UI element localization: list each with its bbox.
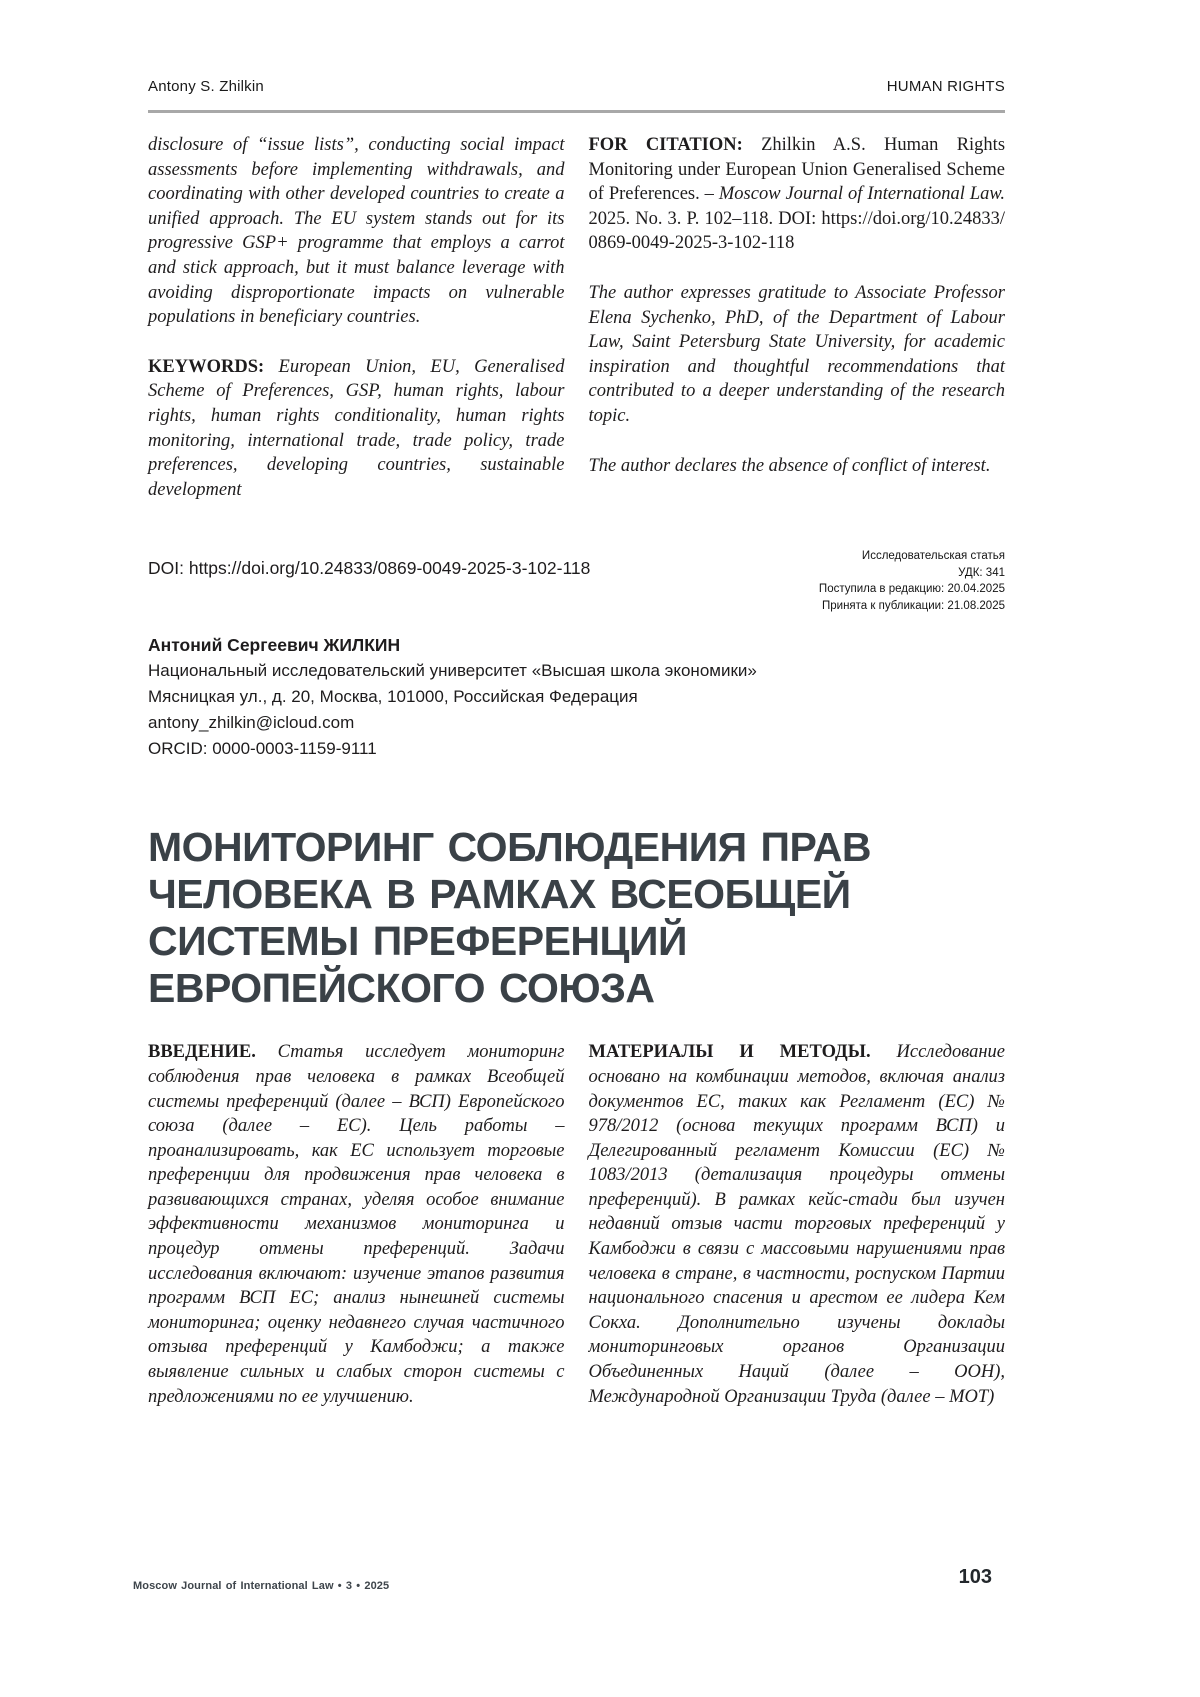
introduction-text: Статья исследует мониторинг соблюдения прав человека в рамках Всеобщей системы преференций (далее – ВСП) Европейского союза (далее – ЕС). Цель работы – проанализировать, как ЕС использует торговые преференции для продвижения прав человека в развивающихся странах, уделяя особое внимание эффективности механизмов мониторинга и процедур отмены преференций. Задачи исследования включают: изучение этапов развития программ ВСП ЕС; анализ нынешней системы мониторинга; оценку недавнего случая частичного отзыва преференций у Камбоджи; а также выявление сильных и слабых сторон системы с предложениями по ее улучшению.	[148, 1042, 565, 1407]
keywords-paragraph	[148, 355, 565, 503]
methods-label: МАТЕРИАЛЫ И МЕТОДЫ.	[588, 1042, 871, 1063]
running-header	[148, 78, 1005, 95]
abstract-right-column	[589, 133, 1006, 502]
footer-journal-line: Moscow Journal of International Law • 3 • 2025	[133, 1580, 390, 1592]
conflict-of-interest-note: The author declares the absence of conflict of interest.	[588, 455, 991, 476]
methods-text: Исследование основано на комбинации методов, включая анализ документов ЕС, таких как Регламент (ЕС) № 978/2012 (основа текущих программ ВСП) и Делегированный регламент Комиссии (ЕС) № 1083/2013 (детализация процедуры отмены преференций). В рамках кейс-стади был изучен недавний отзыв части торговых преференций у Камбоджи в связи с массовыми нарушениями прав человека в стране, в частности, роспуском Партии национального спасения и арестом ее лидера Кем Сокха. Дополнительно изучены доклады мониторинговых органов Организации Объединенных Наций (далее – ООН), Международной Организации Труда (далее – МОТ)	[588, 1042, 1006, 1407]
article-title	[148, 824, 1005, 1012]
article-title-line-2: ЧЕЛОВЕКА В РАМКАХ ВСЕОБЩЕЙ	[148, 871, 851, 918]
citation-text-1: Zhilkin A.S. Human Rights Monitoring under European Union Generalised Scheme of Preferences. –	[588, 135, 1006, 205]
footer-page-number: 103	[958, 1566, 992, 1588]
citation-paragraph	[589, 133, 1006, 256]
introduction-paragraph	[148, 1040, 565, 1409]
article-meta-block	[819, 548, 1005, 614]
article-type: Исследовательская статья	[861, 550, 1005, 563]
author-email[interactable]: antony_zhilkin@icloud.com	[148, 713, 355, 733]
author-name: Антоний Сергеевич ЖИЛКИН	[148, 635, 401, 656]
citation-text-2: 2025. No. 3. P. 102–118. DOI:	[588, 208, 817, 229]
article-title-line-3: СИСТЕМЫ ПРЕФЕРЕНЦИЙ	[148, 918, 687, 965]
author-affiliation: Национальный исследовательский университет «Высшая школа экономики»	[148, 661, 757, 681]
running-header-author: Antony S. Zhilkin	[148, 78, 264, 95]
abstract-columns	[148, 133, 1005, 502]
body-columns	[148, 1040, 1005, 1409]
author-block	[148, 632, 1005, 762]
keywords-label: KEYWORDS:	[148, 356, 265, 377]
abstract-left-column	[148, 133, 565, 502]
article-title-line-1: МОНИТОРИНГ СОБЛЮДЕНИЯ ПРАВ	[148, 824, 871, 871]
citation-doi-link[interactable]: https://doi.org/10.24833/0869-0049-2025-3-102-118	[588, 208, 1006, 254]
doi-meta-row	[148, 548, 1005, 614]
received-date: Поступила в редакцию: 20.04.2025	[818, 583, 1005, 596]
author-address: Мясницкая ул., д. 20, Москва, 101000, Российская Федерация	[148, 687, 638, 707]
author-orcid: ORCID: 0000-0003-1159-9111	[148, 739, 377, 759]
introduction-column	[148, 1040, 565, 1409]
doi-line[interactable]: DOI: https://doi.org/10.24833/0869-0049-2025-3-102-118	[148, 558, 591, 579]
udc-number: УДК: 341	[958, 566, 1005, 579]
running-header-section: HUMAN RIGHTS	[886, 78, 1005, 95]
accepted-date: Принята к публикации: 21.08.2025	[822, 599, 1005, 612]
methods-paragraph	[589, 1040, 1006, 1409]
introduction-label: ВВЕДЕНИЕ.	[148, 1042, 256, 1063]
acknowledgement-paragraph: The author expresses gratitude to Associate Professor Elena Sychenko, PhD, of the Department of Labour Law, Saint Petersburg State University, for academic inspiration and thoughtful recommendations that contributed to a deeper understanding of the research topic.	[588, 282, 1005, 426]
methods-column	[589, 1040, 1006, 1409]
header-rule	[148, 110, 1005, 113]
abstract-paragraph: disclosure of “issue lists”, conducting social impact assessments before implementing withdrawals, and coordinating with other developed countries to create a unified approach. The EU system stands out for its progressive GSP+ programme that employs a carrot and stick approach, but it must balance leverage with avoiding disproportionate impacts on vulnerable populations in beneficiary countries.	[148, 135, 565, 328]
citation-label: FOR CITATION:	[588, 135, 743, 155]
keywords-text: European Union, EU, Generalised Scheme of Preferences, GSP, human rights, labour rights, human rights conditionality, human rights monitoring, international trade, trade policy, trade preferences, developing countries, sustainable development	[148, 356, 565, 500]
page-content	[148, 78, 1005, 1409]
citation-journal-name: Moscow Journal of International Law.	[718, 184, 1005, 205]
article-title-line-4: ЕВРОПЕЙСКОГО СОЮЗА	[148, 965, 655, 1012]
